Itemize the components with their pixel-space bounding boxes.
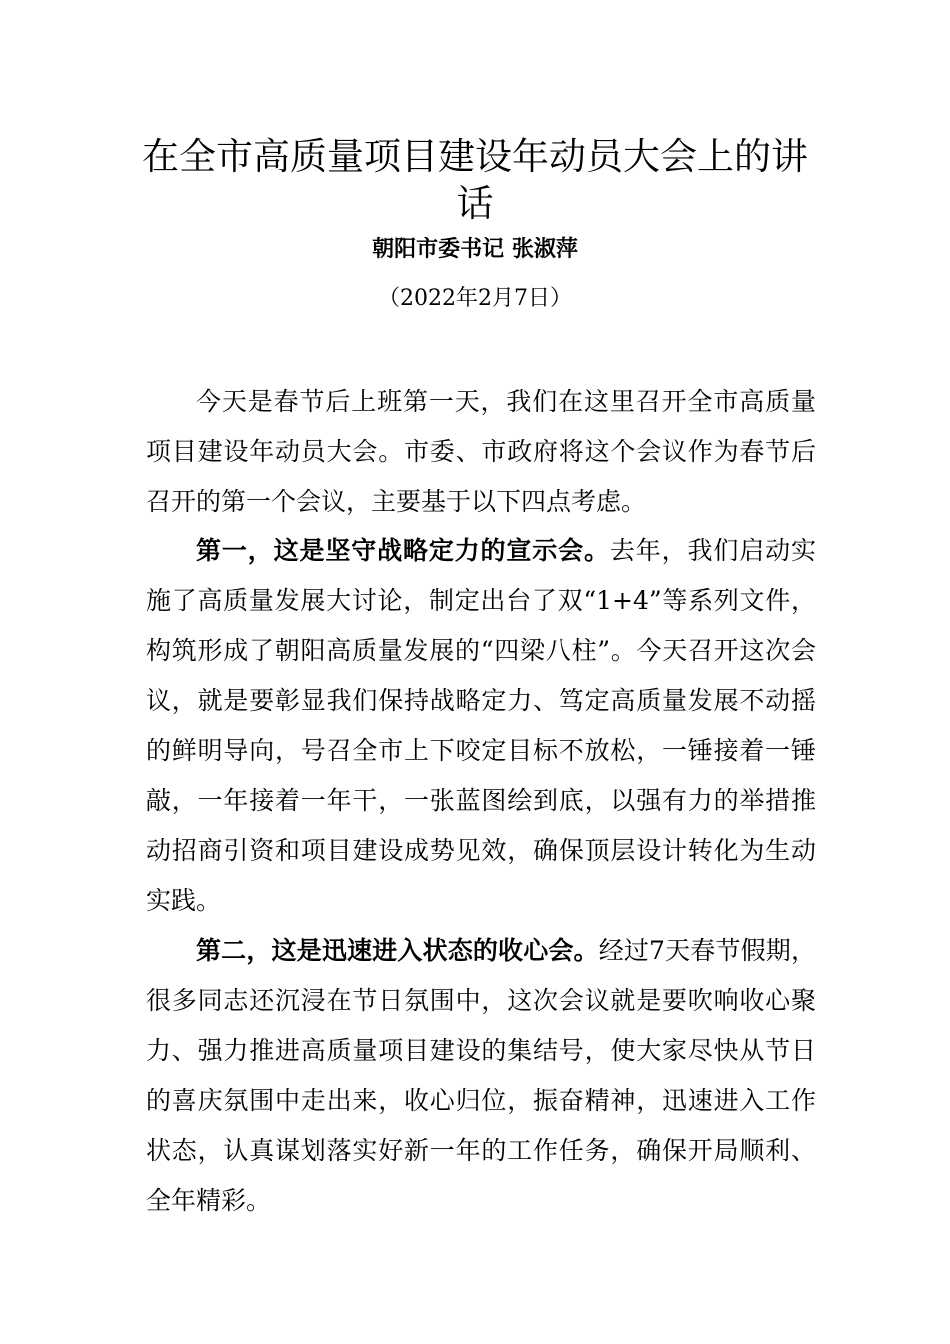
- document-title-line-2: 话: [456, 182, 494, 225]
- author-line: 朝阳市委书记 张淑萍: [372, 236, 578, 262]
- paragraph-1: [146, 377, 816, 527]
- paragraph-3: [146, 926, 816, 1226]
- paragraph-3-lead: 第二，这是迅速进入状态的收心会。: [196, 936, 599, 965]
- paragraph-3-text: 经过7天春节假期，很多同志还沉浸在节日氛围中，这次会议就是要吹响收心聚力、强力推进高质量项目建设的集结号，使大家尽快从节日的喜庆氛围中走出来，收心归位，振奋精神，迅速进入工作状态，认真谋划落实好新一年的工作任务，确保开局顺利、全年精彩。: [146, 936, 816, 1215]
- paragraph-1-text: 今天是春节后上班第一天，我们在这里召开全市高质量项目建设年动员大会。市委、市政府将这个会议作为春节后召开的第一个会议，主要基于以下四点考虑。: [146, 387, 816, 516]
- paragraph-2-text: 去年，我们启动实施了高质量发展大讨论，制定出台了双“1+4”等系列文件，构筑形成了朝阳高质量发展的“四梁八柱”。今天召开这次会议，就是要彰显我们保持战略定力、笃定高质量发展不动摇的鲜明导向，号召全市上下咬定目标不放松，一锤接着一锤敲，一年接着一年干，一张蓝图绘到底，以强有力的举措推动招商引资和项目建设成势见效，确保顶层设计转化为生动实践。: [146, 536, 816, 915]
- document-title-line-1: 在全市高质量项目建设年动员大会上的讲: [142, 135, 808, 178]
- paragraph-2-lead: 第一，这是坚守战略定力的宣示会。: [196, 536, 610, 565]
- paragraph-2: [146, 526, 816, 926]
- date-line: （2022年2月7日）: [378, 286, 572, 311]
